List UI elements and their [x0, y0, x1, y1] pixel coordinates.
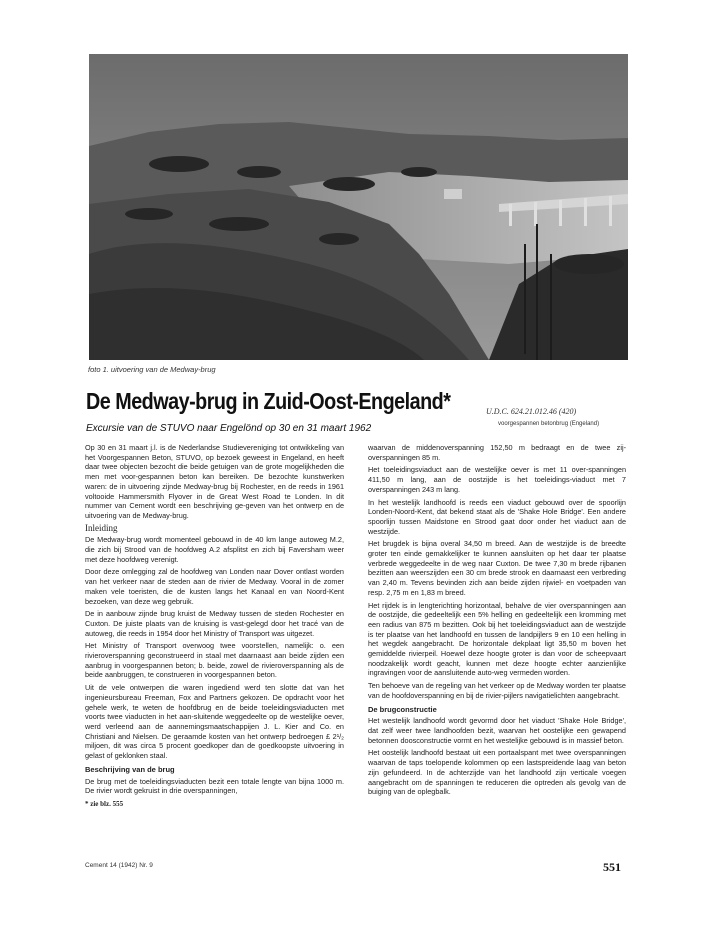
paragraph: Het toeleidingsviaduct aan de westelijke oever is met 11 over-spanningen 411,50 m lang, aan de oostzijde is het toeleidings-viaduct met 7 overspanningen 243 m lang.	[368, 465, 626, 494]
section-heading-brugconstructie: De brugconstructie	[368, 704, 437, 714]
paragraph: De brug met de toeleidingsviaducten bezit een totale lengte van bijna 1000 m. De rivier wordt gekruist in drie overspanningen,	[85, 776, 344, 796]
paragraph: Door deze omlegging zal de hoofdweg van Londen naar Dover ontlast worden van het verkeer naar de steden aan de rivier de Medway. Vooral in de zomer maken vele toeristen, die de kusten langs het Kanaal en van Noord-Kent bezoeken, van deze weg gebruik.	[85, 567, 344, 606]
paragraph: Ten behoeve van de regeling van het verkeer op de Medway worden ter plaatse van de hoofdoverspanning en bij de rivier-pijlers navigatielichten aangebracht.	[368, 681, 626, 700]
paragraph: Het rijdek is in lengterichting horizontaal, behalve de vier overspanningen aan de oostzijde, die gedeeltelijk een 5% helling en gedeeltelijk een kromming met een radius van 875 m bezitten. Ook bij het toeleidingsviaduct aan de westzijde is ter plaatse van het landhoofd en tussen de landpijlers 9 en 10 een helling in het wegdek aangebracht. De horizontale dekplaat ligt 35,50 m boven het gemiddelde rivierpeil. Hoewel deze hoogte groter is dan voor de scheepvaart noodzakelijk wordt geacht, kunnen met deze hoogte echter aanzienlijke ingravingen voor de aansluitende auto-weg vermeden worden.	[368, 600, 626, 678]
paragraph: Het brugdek is bijna overal 34,50 m breed. Aan de westzijde is de breedte groter ten einde gemakkelijker te kunnen aansluiten op het daar ter plaatse verbrede weggedeelte in de weg naar Cuxton. De twee 7,30 m brede rijbanen bezitten aan weerszijden een 30 cm brede strook en daarnaast een verbreding van 2,40 m. Tevens bevinden zich aan beide zijden rijwiel- en voetpaden van resp. 2,75 m en 1,83 m breed.	[368, 539, 626, 597]
paragraph: De Medway-brug wordt momenteel gebouwd in de 40 km lange autoweg M.2, die zich bij Strood van de hoofdweg A.2 afsplitst en zich bij Faversham weer met deze hoofdweg verenigt.	[85, 535, 344, 564]
udc-code: U.D.C. 624.21.012.46 (420)	[486, 407, 577, 416]
journal-reference: Cement 14 (1942) Nr. 9	[85, 862, 153, 869]
paragraph: De in aanbouw zijnde brug kruist de Medway tussen de steden Rochester en Cuxton. De juiste plaats van de kruising is vast-gelegd door het tracé van de autoweg, die reeds in 1954 door het Ministry of Transport was uitgezet.	[85, 609, 344, 638]
paragraph: Het oostelijk landhoofd bestaat uit een portaalspant met twee overspanningen waarvan de taps toelopende kolommen op een lastspreidende laag van beton zijn gefundeerd. In de achterzijde van het landhoofd zijn verticale voegen aangebracht om de spanningen te reduceren die optreden als gevolg van de buiging van de oplegbalk.	[368, 748, 626, 797]
intro-paragraph: Op 30 en 31 maart j.l. is de Nederlandse Studievereniging tot ontwikkeling van het Voorgespannen Beton, STUVO, op bezoek geweest in Engeland, en heeft daar twee objecten bezocht die beide getuigen van de grote mogelijkheden die men met voor-gespannen beton kan bereiken. De bezochte kunstwerken waren: de in uitvoering zijnde Medway-brug bij Rochester, en de reeds in 1961 voltooide Hammersmith Flyover in de Great West Road te Londen. In dit nummer van Cement wordt een beschrijving ge-geven van het ontwerp en de uitvoering van de Medway-brug.	[85, 443, 344, 520]
left-column	[85, 443, 344, 810]
section-heading-beschrijving: Beschrijving van de brug	[85, 764, 175, 774]
article-title: De Medway-brug in Zuid-Oost-Engeland*	[86, 388, 451, 414]
bridge-construction-photo	[89, 54, 628, 360]
paragraph: Het Ministry of Transport overwoog twee voorstellen, namelijk: o. een rivieroverspanning geconstrueerd in staal met daarnaast aan beide zijden een aanbrug in voorgespannen beton; b. beide, zowel de rivieroverspanning als de beide aanbruggen, te construeren in voorgespannen beton.	[85, 641, 344, 680]
article-subtitle: Excursie van de STUVO naar Engelönd op 30 en 31 maart 1962	[86, 423, 372, 434]
section-heading-inleiding: Inleiding	[85, 522, 118, 533]
paragraph: In het westelijk landhoofd is reeds een viaduct gebouwd over de spoorlijn Londen-Noord-Kent, dat bekend staat als de 'Shake Hole Bridge'. Een andere spoorlijn tussen Maidstone en Strood gaat door onder het viaduct aan de westzijde.	[368, 497, 626, 536]
footnote: * zie blz. 555	[85, 799, 124, 808]
right-column	[368, 443, 626, 800]
photo-caption: foto 1. uitvoering van de Medway-brug	[88, 365, 216, 374]
udc-description: voorgespannen betonbrug (Engeland)	[498, 421, 600, 427]
paragraph: Het westelijk landhoofd wordt gevormd door het viaduct 'Shake Hole Bridge', dat zelf weer twee landhoofden bezit, waarvan het oostelijke een gewapend betonnen doosconstructie vormt en het westelijke gebouwd is in massief beton.	[368, 716, 626, 745]
page-number: 551	[603, 860, 621, 874]
paragraph: Uit de vele ontwerpen die waren ingediend werd ten slotte dat van het ingenieursbureau Freeman, Fox and Partners gekozen. De opdracht voor het gehele werk, te weten de hoofdbrug en de beide toeleidingsviaducten met voorts twee viaducten in het aan-sluitende weggedeelte op de westelijke oever, werd verleend aan de aannemingsmaatschappijen J. L. Kier and Co. en Christiani and Nielsen. De geraamde kosten van het ontwerp bedroegen £ 2¹/₂ miljoen, dit was circa 5 procent goedkoper dan de goedkoopste uitvoering in gelast of geklonken staal.	[85, 683, 344, 761]
paragraph: waarvan de middenoverspanning 152,50 m bedraagt en de twee zij-overspanningen 85 m.	[368, 443, 626, 462]
